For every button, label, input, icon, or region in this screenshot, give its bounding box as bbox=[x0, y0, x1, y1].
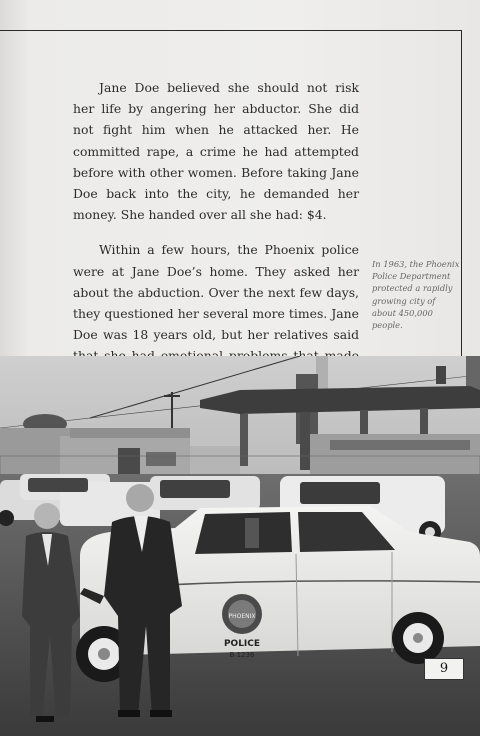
frame-line-top bbox=[0, 30, 462, 31]
door-police-label: POLICE bbox=[223, 639, 261, 649]
door-car-number: B 1236 bbox=[229, 651, 255, 659]
photo-illustration bbox=[0, 356, 480, 736]
body-text bbox=[73, 77, 359, 402]
historic-police-photo bbox=[0, 356, 480, 736]
photo-caption: In 1963, the Phoenix Police Department protected a rapidly growing city of about 450,000 people. bbox=[372, 259, 460, 331]
door-badge-text: PHOENIX bbox=[228, 613, 256, 620]
paragraph-2: Within a few hours, the Phoenix police were at Jane Doe’s home. They asked her about the abduction. Over the next few days, they questioned her several more times. Jane Doe was 18 years old, but her relatives said bbox=[73, 242, 359, 343]
frame-line-right bbox=[461, 30, 462, 356]
paragraph-1: Jane Doe believed she should not risk her life by angering her abductor. She did not fight him when he attacked her. He committed rape, a crime he had attempted before with other women. Before taking Jane Doe back into the city, he demanded her money. She handed over all she had: $4. bbox=[73, 80, 359, 223]
page-number: 9 bbox=[424, 658, 464, 680]
